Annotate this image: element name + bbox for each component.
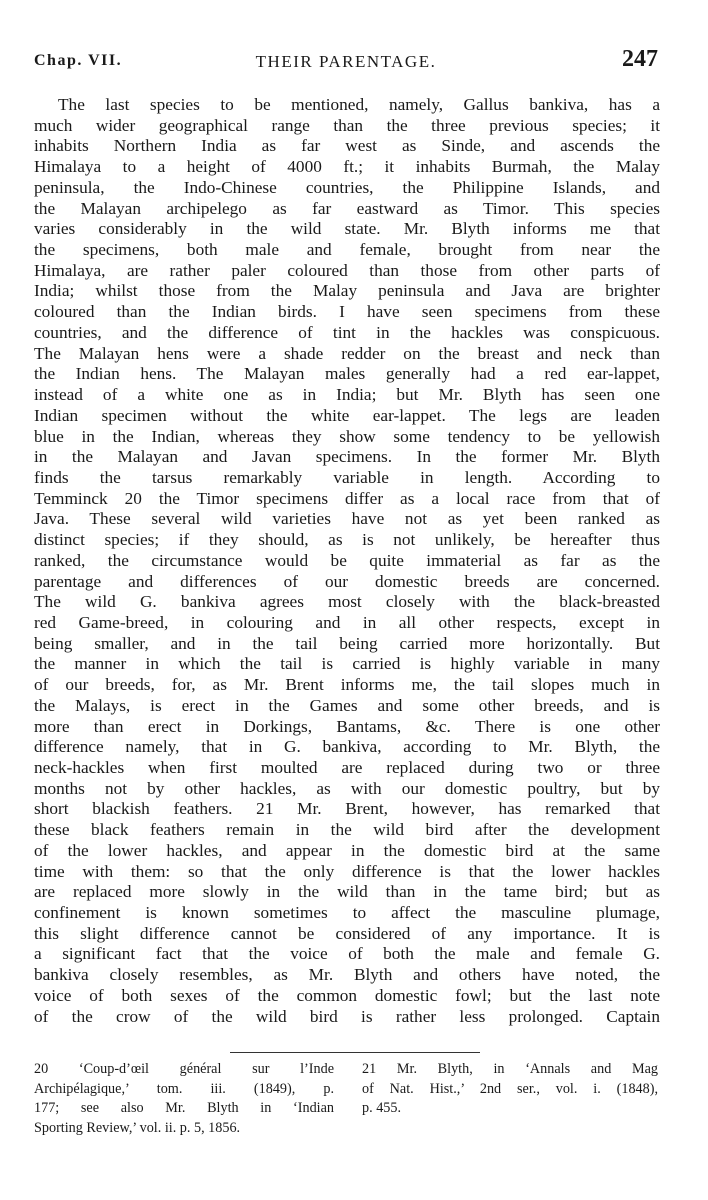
- body-line: Himalaya, are rather paler coloured than those from other parts of: [34, 260, 660, 280]
- body-line: distinct species; if they should, as is not unlikely, be hereafter thus: [34, 530, 660, 550]
- body-line: in the Malayan and Javan specimens. In the former Mr. Blyth: [34, 447, 660, 467]
- body-line: peninsula, the Indo-Chinese countries, the Philippine Islands, and: [34, 177, 660, 197]
- body-line: Himalaya to a height of 4000 ft.; it inhabits Burmah, the Malay: [34, 157, 660, 177]
- body-line: more than erect in Dorkings, Bantams, &c. There is one other: [34, 716, 660, 736]
- body-line: the Malays, is erect in the Games and some other breeds, and is: [34, 695, 660, 715]
- body-line: neck-hackles when first moulted are replaced during two or three: [34, 758, 660, 777]
- footnote-line: 20 ‘Coup-d’œil général sur l’Inde: [34, 1061, 334, 1077]
- body-line: inhabits Northern India as far west as Sinde, and ascends the: [34, 136, 660, 156]
- body-line: of our breeds, for, as Mr. Brent informs me, the tail slopes much in: [34, 675, 660, 695]
- body-line: The Malayan hens were a shade redder on the breast and neck than: [34, 343, 660, 363]
- footnote-line: 21 Mr. Blyth, in ‘Annals and Mag: [362, 1061, 658, 1077]
- body-line: bankiva closely resembles, as Mr. Blyth and others have noted, the: [34, 965, 660, 985]
- body-line: are replaced more slowly in the wild than in the tame bird; but as: [34, 882, 660, 902]
- footnote-rule: [230, 1052, 480, 1053]
- body-line: red Game-breed, in colouring and in all other respects, except in: [34, 612, 660, 632]
- body-line: finds the tarsus remarkably variable in length. According to: [34, 467, 660, 487]
- body-line: a significant fact that the voice of both the male and female G.: [34, 944, 660, 964]
- body-line: short blackish feathers. 21 Mr. Brent, however, has remarked that: [34, 799, 660, 819]
- footnote-line: Archipélagique,’ tom. iii. (1849), p.: [34, 1080, 334, 1097]
- body-line: India; whilst those from the Malay peninsula and Java are brighter: [34, 281, 660, 301]
- chapter-label: Chap. VII.: [34, 52, 123, 69]
- body-line: parentage and differences of our domestic breeds are concerned.: [34, 571, 660, 591]
- body-line: months not by other hackles, as with our domestic poultry, but by: [34, 778, 660, 798]
- body-line: difference namely, that in G. bankiva, according to Mr. Blyth, the: [34, 737, 660, 757]
- running-title: THEIR PARENTAGE.: [255, 52, 437, 71]
- body-line: varies considerably in the wild state. Mr. Blyth informs me that: [34, 219, 660, 239]
- body-line: The wild G. bankiva agrees most closely with the black-breasted: [34, 592, 660, 612]
- body-line: this slight difference cannot be considered of any importance. It is: [34, 923, 660, 943]
- body-line: instead of a white one as in India; but Mr. Blyth has seen one: [34, 385, 660, 405]
- body-line: the Malayan archipelego as far eastward as Timor. This species: [34, 198, 660, 218]
- body-line: time with them: so that the only difference is that the lower hackles: [34, 861, 660, 881]
- body-line: the manner in which the tail is carried is highly variable in many: [34, 654, 660, 674]
- body-line: the specimens, both male and female, brought from near the: [34, 240, 660, 260]
- footnote-line: of Nat. Hist.,’ 2nd ser., vol. i. (1848),: [362, 1080, 658, 1097]
- body-line: Temminck 20 the Timor specimens differ as a local race from that of: [34, 488, 660, 508]
- body-line: the Indian hens. The Malayan males generally had a red ear-lappet,: [34, 364, 660, 384]
- body-line: countries, and the difference of tint in the hackles was conspicuous.: [34, 322, 660, 342]
- body-line: Indian specimen without the white ear-lappet. The legs are leaden: [34, 405, 660, 425]
- body-line: much wider geographical range than the three previous species; it: [34, 115, 660, 135]
- footnote-21: [362, 1060, 658, 1119]
- footnote-line: Sporting Review,’ vol. ii. p. 5, 1856.: [34, 1119, 241, 1136]
- footnote-line: 177; see also Mr. Blyth in ‘Indian: [34, 1100, 334, 1116]
- body-line: blue in the Indian, whereas they show some tendency to be yellowish: [34, 426, 660, 446]
- body-line: coloured than the Indian birds. I have seen specimens from these: [34, 302, 660, 322]
- body-text: [34, 95, 660, 1027]
- body-line: being smaller, and in the tail being carried more horizontally. But: [34, 633, 660, 653]
- running-header: [34, 46, 658, 80]
- body-line: voice of both sexes of the common domestic fowl; but the last note: [34, 985, 660, 1005]
- body-line: these black feathers remain in the wild bird after the development: [34, 820, 660, 840]
- body-line: of the lower hackles, and appear in the domestic bird at the same: [34, 840, 660, 860]
- footnote-line: p. 455.: [362, 1100, 402, 1116]
- footnote-20: [34, 1060, 334, 1138]
- body-line: confinement is known sometimes to affect the masculine plumage,: [34, 903, 660, 923]
- body-line: ranked, the circumstance would be quite immaterial as far as the: [34, 550, 660, 570]
- page-number: 247: [622, 46, 658, 72]
- body-line: of the crow of the wild bird is rather less prolonged. Captain: [34, 1006, 660, 1026]
- body-line: Java. These several wild varieties have not as yet been ranked as: [34, 509, 660, 529]
- body-line: The last species to be mentioned, namely, Gallus bankiva, has a: [58, 95, 660, 114]
